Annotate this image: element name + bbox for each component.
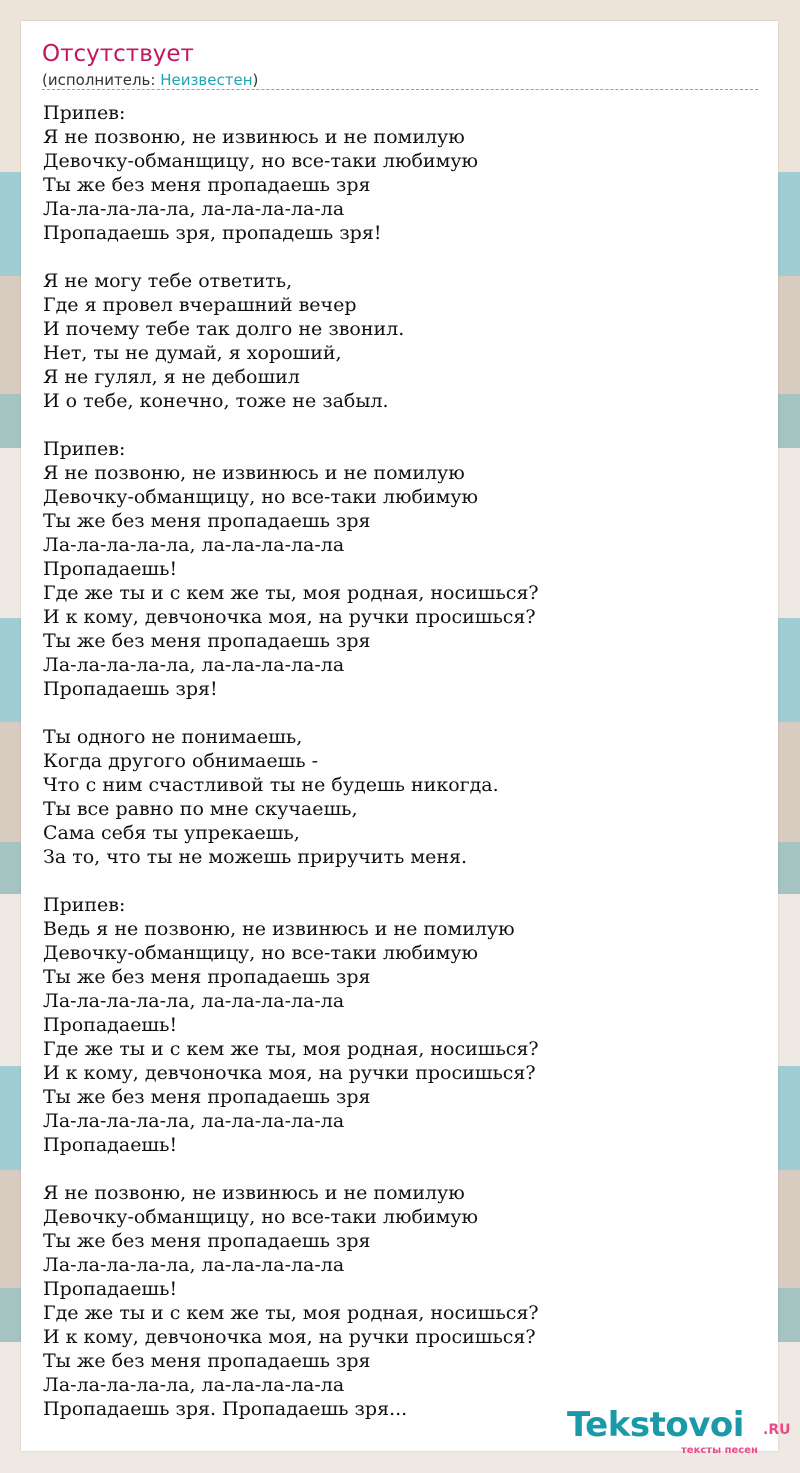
- lyrics-text: Припев: Я не позвоню, не извинюсь и не помилую Девочку-обманщицу, но все-таки любимую Ты же без меня пропадаешь зря Ла-ла-ла-ла-ла, ла-ла-ла-ла-ла Пропадаешь зря, пропадешь зря! Я не могу тебе ответить, Где я провел вчерашний вечер И почему тебе так долго не звонил. Нет, ты не думай, я хороший, Я не гулял, я не дебошил И о тебе, конечно, тоже не забыл. Припев: Я не позвоню, не извинюсь и не помилую Девочку-обманщицу, но все-таки любимую Ты же без меня пропадаешь зря Ла-ла-ла-ла-ла, ла-ла-ла-ла-ла Пропадаешь! Где же ты и с кем же ты, моя родная, носишься? И к кому, девчоночка моя, на ручки просишься? Ты же без меня пропадаешь зря Ла-ла-ла-ла-ла, ла-ла-ла-ла-ла Пропадаешь зря! Ты одного не понимаешь, Когда другого обнимаешь - Что с ним счастливой ты не будешь никогда. Ты все равно по мне скучаешь, Сама себя ты упрекаешь, За то, что ты не можешь приручить меня. Припев: Ведь я не позвоню, не извинюсь и не помилую Девочку-обманщицу, но все-таки любимую Ты же без меня пропадаешь зря Ла-ла-ла-ла-ла, ла-ла-ла-ла-ла Пропадаешь! Где же ты и с кем же ты, моя родная, носишься? И к кому, девчоночка моя, на ручки просишься? Ты же без меня пропадаешь зря Ла-ла-ла-ла-ла, ла-ла-ла-ла-ла Пропадаешь! Я не позвоню, не извинюсь и не помилую Девочку-обманщицу, но все-таки любимую Ты же без меня пропадаешь зря Ла-ла-ла-ла-ла, ла-ла-ла-ла-ла Пропадаешь! Где же ты и с кем же ты, моя родная, носишься? И к кому, девчоночка моя, на ручки просишься? Ты же без меня пропадаешь зря Ла-ла-ла-ла-ла, ла-ла-ла-ла-ла Пропадаешь зря. Пропадаешь зря...: [43, 102, 539, 1420]
- header-divider: [42, 89, 758, 90]
- artist-suffix: ): [252, 71, 259, 89]
- site-logo[interactable]: [567, 1405, 791, 1456]
- logo-tld: .RU: [763, 1422, 791, 1438]
- logo-name: Tekstovoi: [567, 1405, 744, 1445]
- artist-line: [42, 71, 258, 89]
- logo-tagline: тексты песен: [681, 1445, 758, 1456]
- lyrics-card: [21, 21, 791, 1456]
- artist-link[interactable]: Неизвестен: [160, 71, 253, 89]
- song-title: Отсутствует: [42, 41, 194, 67]
- artist-prefix: (исполнитель:: [42, 71, 161, 89]
